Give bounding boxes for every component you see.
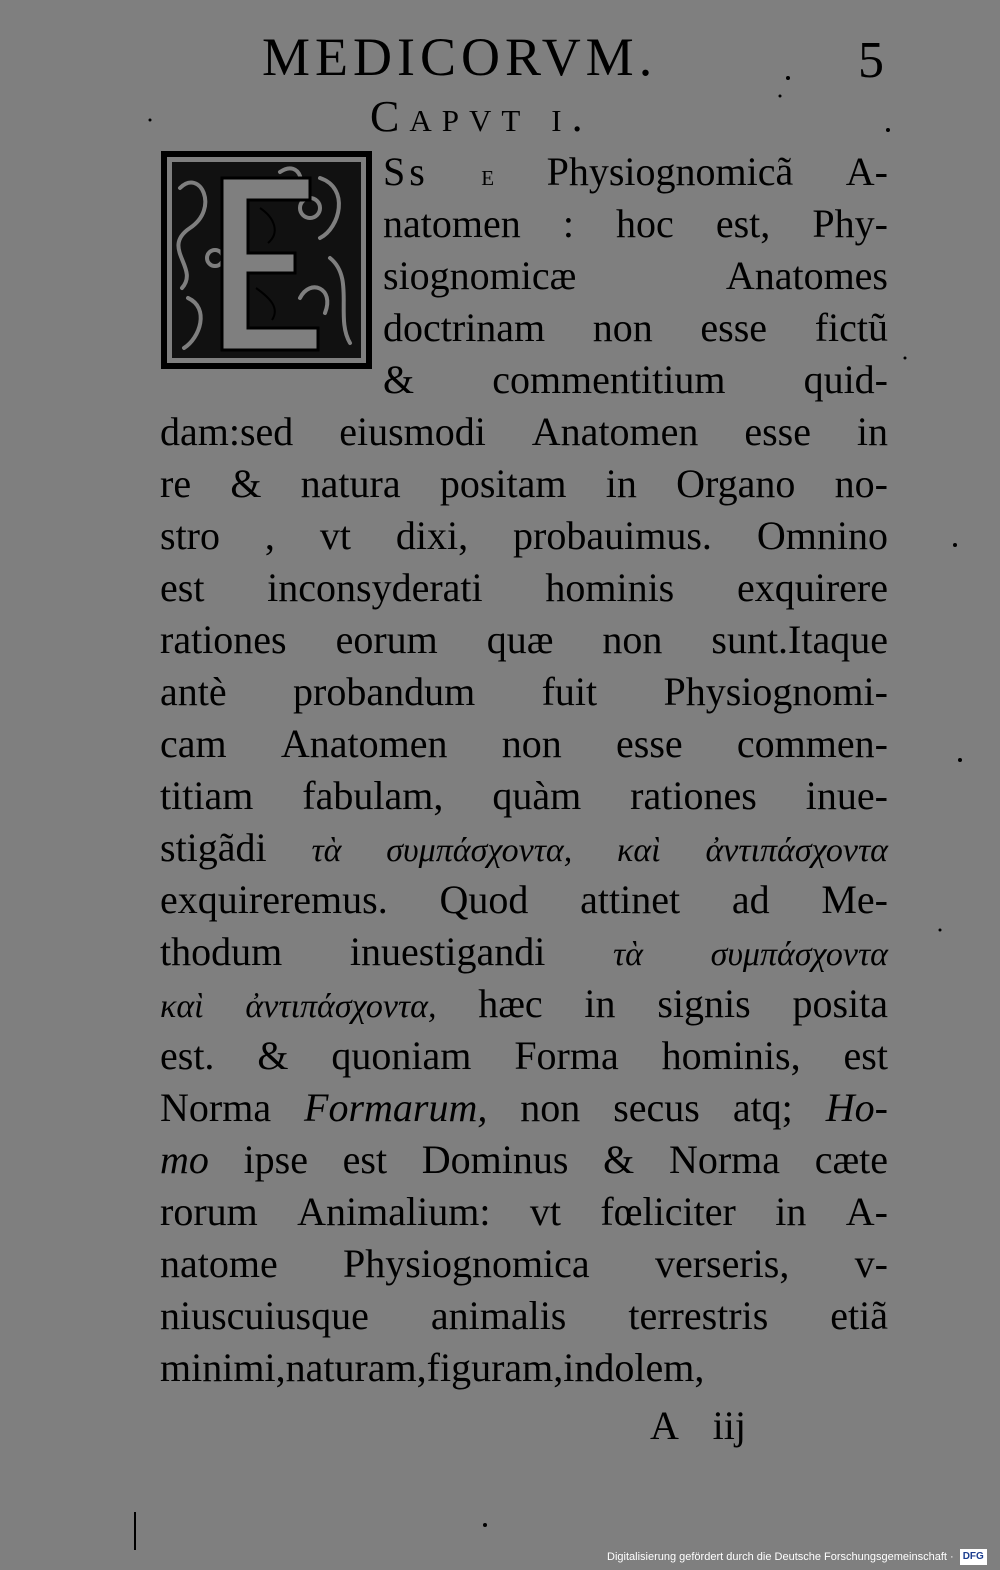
footer-text: Digitalisierung gefördert durch die Deutsche Forschungsgemeinschaft · — [607, 1551, 954, 1563]
text-word: cæte — [814, 1137, 888, 1182]
text-word: est, — [715, 201, 771, 246]
text-word: re — [160, 461, 192, 506]
text-word: rationes — [630, 773, 757, 818]
text-word: stro — [160, 513, 220, 558]
text-word: animalis — [430, 1293, 567, 1338]
text-word: non — [520, 1085, 581, 1130]
text-word: niuscuiusque — [160, 1293, 369, 1338]
text-word: hæc — [478, 981, 543, 1026]
text-word: natome — [160, 1241, 278, 1286]
text-word: terrestris — [628, 1293, 769, 1338]
signature-mark: A iij — [650, 1403, 747, 1448]
text-word: natomen — [383, 201, 521, 246]
text-word: posita — [792, 981, 888, 1026]
text-word: antè — [160, 669, 227, 714]
running-head-title: MEDICORVM. — [262, 27, 658, 87]
text-word: indolem, — [563, 1345, 705, 1390]
text-word: συμπάσχοντα — [710, 936, 888, 973]
text-word: rorum — [160, 1189, 258, 1234]
text-word: quàm — [492, 773, 582, 818]
text-word: , — [264, 513, 275, 558]
text-word: Organo — [676, 461, 796, 506]
text-word: v- — [854, 1241, 888, 1286]
text-word: Anatomen — [531, 409, 699, 454]
text-word: est. — [160, 1033, 215, 1078]
text-word: in — [775, 1189, 807, 1234]
text-word: & — [603, 1137, 635, 1182]
text-word: inconsyderati — [267, 565, 483, 610]
text-word: Physiognomica — [343, 1241, 590, 1286]
text-word: attinet — [580, 877, 681, 922]
text-word: naturam, — [285, 1345, 427, 1390]
text-word: τὰ — [311, 832, 342, 869]
text-word: dixi, — [395, 513, 469, 558]
text-word: inue- — [805, 773, 888, 818]
text-word: eorum — [335, 617, 438, 662]
text-word: non — [602, 617, 663, 662]
text-word: dam:sed — [160, 409, 294, 454]
text-word: natura — [300, 461, 401, 506]
text-word: ad — [731, 877, 770, 922]
text-word: Anatomen — [280, 721, 448, 766]
text-word: fuit — [541, 669, 598, 714]
text-word: & — [257, 1033, 289, 1078]
text-word: commentitium — [492, 357, 726, 402]
text-word: quæ — [486, 617, 554, 662]
text-word: esse — [616, 721, 683, 766]
text-word: mo — [160, 1137, 209, 1182]
text-word: καὶ — [160, 988, 204, 1025]
text-word: quoniam — [331, 1033, 472, 1078]
text-word: in — [584, 981, 616, 1026]
text-word: est — [843, 1033, 888, 1078]
text-word: rationes — [160, 617, 287, 662]
text-word: figuram, — [426, 1345, 564, 1390]
text-word: eiusmodi — [339, 409, 486, 454]
page-number: 5 — [858, 32, 884, 89]
text-word: non — [592, 305, 653, 350]
text-word: ipse — [243, 1137, 308, 1182]
text-word: no- — [834, 461, 888, 506]
text-word: vt — [529, 1189, 561, 1234]
text-word: καὶ — [617, 832, 661, 869]
text-word: hominis, — [661, 1033, 801, 1078]
text-word: etiã — [830, 1293, 888, 1338]
chapter-heading: Capvt i. — [370, 92, 593, 141]
text-word: fictũ — [814, 305, 888, 350]
text-word: fœliciter — [600, 1189, 736, 1234]
text-word: & — [383, 357, 415, 402]
text-word: & — [230, 461, 262, 506]
text-word: Quod — [439, 877, 529, 922]
text-word: Norma — [160, 1085, 272, 1130]
text-word: verseris, — [654, 1241, 790, 1286]
text-word: non — [501, 721, 562, 766]
digitization-footer — [607, 1548, 987, 1566]
text-word: positam — [439, 461, 567, 506]
text-word: τὰ — [612, 936, 643, 973]
text-word: συμπάσχοντα, — [386, 832, 573, 869]
text-word: minimi, — [160, 1345, 286, 1390]
text-word: thodum — [160, 929, 283, 974]
text-word: Physiognomi- — [663, 669, 888, 714]
text-word: doctrinam — [383, 305, 546, 350]
text-word: fabulam, — [302, 773, 444, 818]
text-word: Ho- — [825, 1085, 888, 1130]
text-word: A- — [845, 149, 888, 194]
text-word: cam — [160, 721, 227, 766]
text-word: Dominus — [421, 1137, 569, 1182]
text-word: Anatomes — [725, 253, 888, 298]
text-word: Omnino — [756, 513, 888, 558]
text-word: stigãdi — [160, 825, 267, 870]
text-word: Formarum, — [304, 1085, 488, 1130]
text-word: Ss — [383, 149, 429, 194]
text-word: Physiognomicã — [546, 149, 794, 194]
text-word: secus — [613, 1085, 700, 1130]
text-word: Animalium: — [297, 1189, 491, 1234]
text-word: Forma — [514, 1033, 619, 1078]
text-word: probauimus. — [513, 513, 712, 558]
dfg-logo: DFG — [960, 1549, 987, 1565]
text-word: Norma — [668, 1137, 781, 1182]
text-word: signis — [657, 981, 751, 1026]
text-word: atq; — [732, 1085, 793, 1130]
text-word: exquireremus. — [160, 877, 388, 922]
text-word: : — [562, 201, 574, 246]
text-word: siognomicæ — [383, 253, 577, 298]
text-word: Phy- — [812, 201, 888, 246]
text-word: in — [856, 409, 888, 454]
text-word: hominis — [545, 565, 675, 610]
text-word: exquirere — [736, 565, 888, 610]
text-word: est — [160, 565, 205, 610]
text-word: ἀντιπάσχοντα, — [245, 988, 437, 1025]
text-word: vt — [319, 513, 351, 558]
text-word: esse — [700, 305, 768, 350]
text-word: commen- — [736, 721, 888, 766]
text-word: hoc — [616, 201, 674, 246]
text-word: titiam — [160, 773, 254, 818]
text-word: in — [605, 461, 637, 506]
text-word: A- — [845, 1189, 888, 1234]
text-word: ἀντιπάσχοντα — [705, 832, 888, 869]
text-word: est — [342, 1137, 388, 1182]
text-word: quid- — [803, 357, 888, 402]
text-word: Me- — [821, 877, 888, 922]
text-word: inuestigandi — [349, 929, 546, 974]
text-word: esse — [744, 409, 811, 454]
text-word: e — [481, 159, 495, 192]
text-word: sunt.Itaque — [711, 617, 888, 662]
text-word: probandum — [293, 669, 476, 714]
